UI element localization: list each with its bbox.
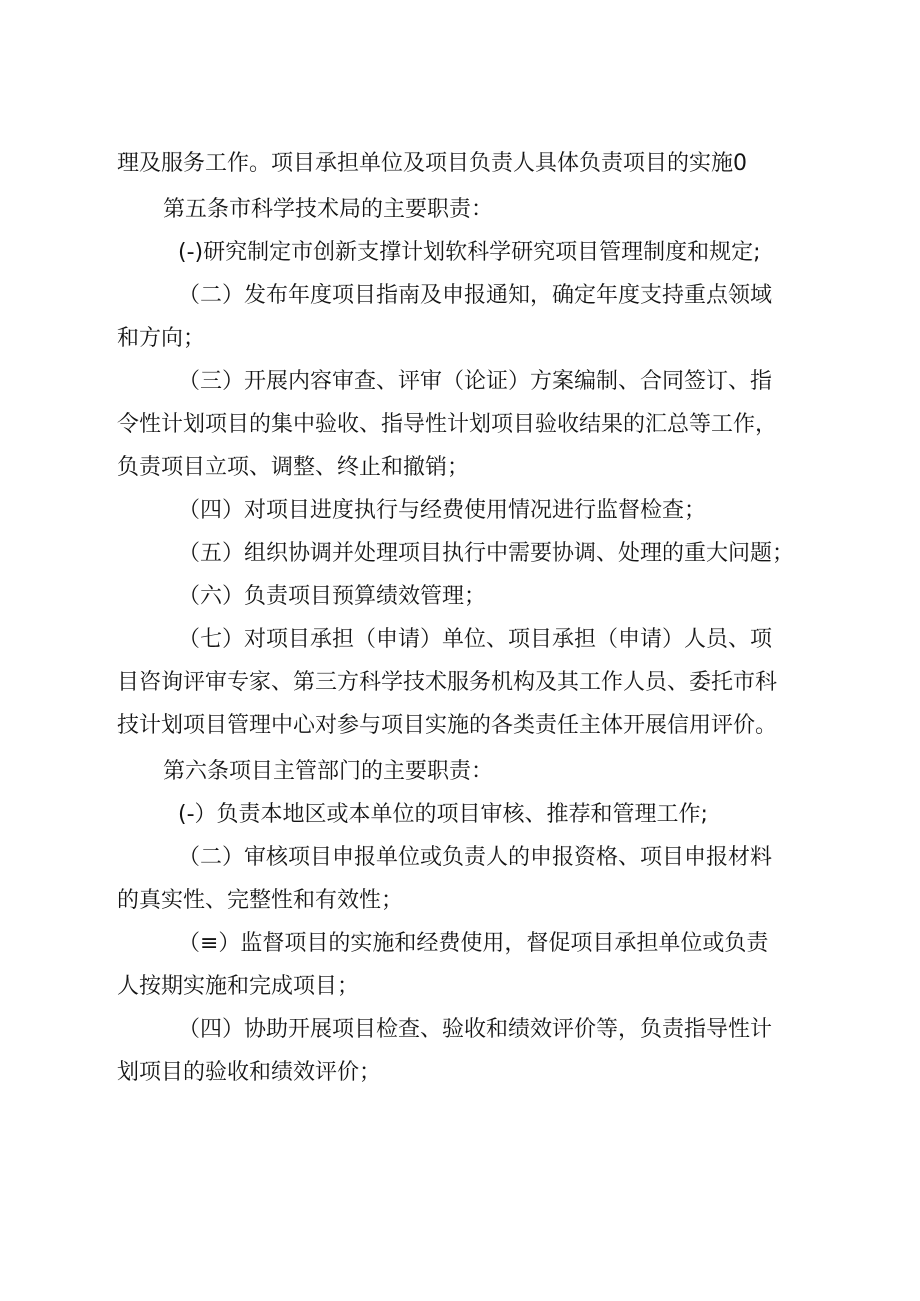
text-line: 划项目的验收和绩效评价； bbox=[117, 1060, 382, 1085]
text-line: (-）负责本地区或本单位的项目审核、推荐和管理工作; bbox=[178, 802, 708, 827]
text-line: （四）对项目进度执行与经费使用情况进行监督检查； bbox=[178, 498, 707, 523]
text-line: （二）发布年度项目指南及申报通知，确定年度支持重点领域 bbox=[178, 283, 773, 308]
text-line: （四）协助开展项目检查、验收和绩效评价等，负责指导性计 bbox=[178, 1017, 773, 1042]
text-line: （三）开展内容审查、评审（论证）方案编制、合同签订、指 bbox=[178, 369, 773, 394]
text-line: 目咨询评审专家、第三方科学技术服务机构及其工作人员、委托市科 bbox=[117, 670, 778, 695]
text-line: 令性计划项目的集中验收、指导性计划项目验收结果的汇总等工作， bbox=[117, 412, 778, 437]
text-line: 技计划项目管理中心对参与项目实施的各类责任主体开展信用评价。 bbox=[117, 713, 778, 738]
text-line: （六）负责项目预算绩效管理； bbox=[178, 584, 487, 609]
text-line: 负责项目立项、调整、终止和撤销； bbox=[117, 455, 470, 480]
article-heading: 第六条项目主管部门的主要职责： bbox=[163, 759, 494, 784]
article-heading: 第五条市科学技术局的主要职责： bbox=[163, 197, 494, 222]
text-line: （二）审核项目申报单位或负责人的申报资格、项目申报材料 bbox=[178, 845, 773, 870]
text-line: 的真实性、完整性和有效性； bbox=[117, 888, 404, 913]
text-line: 人按期实施和完成项目； bbox=[117, 974, 360, 999]
text-line: 和方向； bbox=[117, 326, 206, 351]
text-line: (-)研究制定市创新支撑计划软科学研究项目管理制度和规定; bbox=[178, 240, 761, 265]
text-line: （≡）监督项目的实施和经费使用，督促项目承担单位或负责 bbox=[178, 931, 769, 956]
text-line: 理及服务工作。项目承担单位及项目负责人具体负责项目的实施0 bbox=[117, 151, 747, 176]
text-line: （五）组织协调并处理项目执行中需要协调、处理的重大问题； bbox=[178, 541, 795, 566]
text-line: （七）对项目承担（申请）单位、项目承担（申请）人员、项 bbox=[178, 627, 773, 652]
